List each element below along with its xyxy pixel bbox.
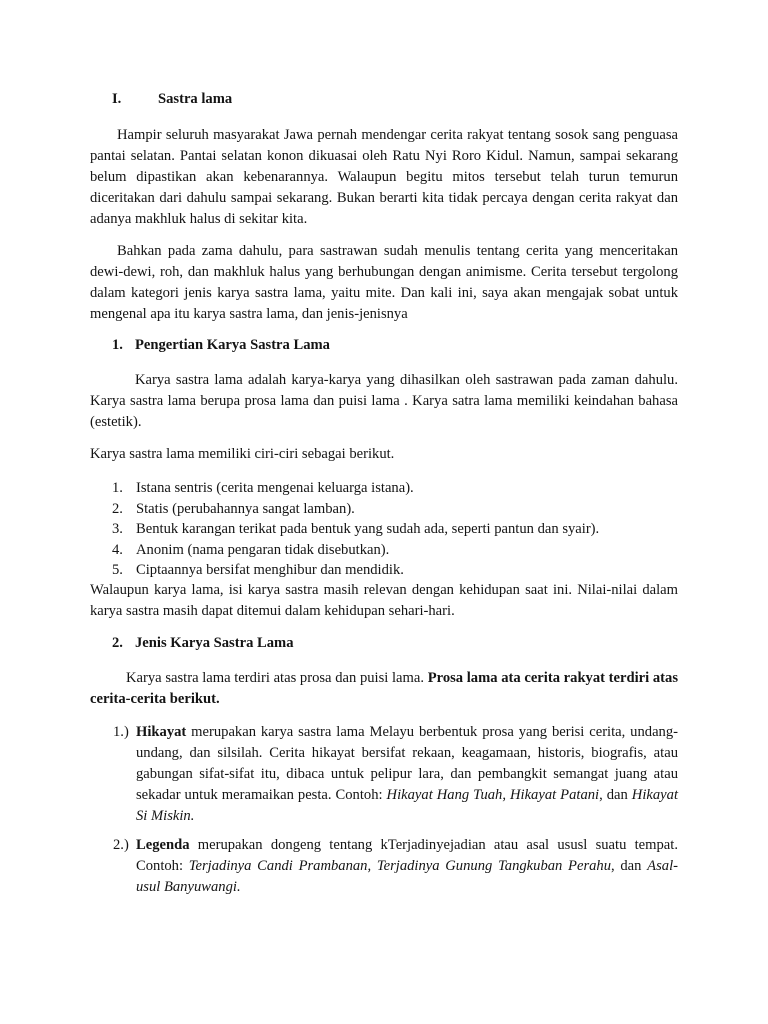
list-item: 4. Anonim (nama pengaran tidak disebutkan). bbox=[112, 541, 390, 558]
item-body: Legenda merupakan dongeng tentang kTerjadinyejadian atau asal ususl suatu tempat. Contoh: Terjadinya Candi Prambanan, Terjadinya Gunung Tangkuban Perahu, dan Asal-usul Banyuwangi. bbox=[136, 837, 678, 895]
characteristics-list bbox=[112, 478, 599, 581]
section-number: I. bbox=[112, 91, 122, 107]
type-item-legenda bbox=[113, 835, 678, 898]
intro-paragraph-2: Bahkan pada zama dahulu, para sastrawan sudah menulis tentang cerita yang menceritakan dewi-dewi, roh, dan makhluk halus yang berhubungan dengan animisme. Cerita tersebut tergolong dalam kategori jenis karya sastra lama, yaitu mite. Dan kali ini, saya akan mengajak sobat untuk mengenal apa itu karya sastra lama, dan jenis-jenisnya bbox=[90, 243, 678, 322]
list-item: 1. Istana sentris (cerita mengenai keluarga istana). bbox=[112, 480, 414, 496]
item-number: 2.) bbox=[113, 837, 129, 853]
subheading-2-title: Jenis Karya Sastra Lama bbox=[135, 635, 294, 651]
subheading-1 bbox=[112, 337, 330, 354]
subheading-2-number: 2. bbox=[112, 635, 123, 651]
relevance-paragraph: Walaupun karya lama, isi karya sastra masih relevan dengan kehidupan saat ini. Nilai-nilai dalam karya sastra masih dapat ditemui dalam kehidupan sehari-hari. bbox=[90, 582, 678, 619]
list-item: 5. Ciptaannya bersifat menghibur dan mendidik. bbox=[112, 562, 404, 579]
item-number: 1.) bbox=[113, 724, 129, 740]
intro-paragraph-1: Hampir seluruh masyarakat Jawa pernah mendengar cerita rakyat tentang sosok sang penguasa pantai selatan. Pantai selatan konon dikuasai oleh Ratu Nyi Roro Kidul. Namun, sampai sekarang belum dipastikan akan kebenarannya. Walaupun begitu mitos tersebut telah turun temurun diceritakan dari dahulu sampai sekarang. Bukan berarti kita tidak percaya dengan cerita rakyat dan adanya makhluk halus di sekitar kita. bbox=[90, 127, 678, 227]
characteristics-intro: Karya sastra lama memiliki ciri-ciri sebagai berikut. bbox=[90, 446, 395, 462]
list-item: 2. Statis (perubahannya sangat lamban). bbox=[112, 500, 355, 517]
subheading-1-title: Pengertian Karya Sastra Lama bbox=[135, 337, 330, 353]
section-title: Sastra lama bbox=[158, 91, 233, 107]
types-intro-paragraph: Karya sastra lama terdiri atas prosa dan puisi lama. Prosa lama ata cerita rakyat terdiri atas cerita-cerita berikut. bbox=[90, 670, 678, 707]
list-item: 3. Bentuk karangan terikat pada bentuk yang sudah ada, seperti pantun dan syair). bbox=[112, 521, 600, 538]
subheading-1-number: 1. bbox=[112, 337, 123, 353]
subheading-2 bbox=[112, 635, 294, 652]
item-body: Hikayat merupakan karya sastra lama Melayu berbentuk prosa yang berisi cerita, undang-undang, dan silsilah. Cerita hikayat bersifat rekaan, keagamaan, historis, biografis, atau gabungan sifat-sifat itu, dibaca untuk pelipur lara, dan pembangkit semangat juang atau sekadar untuk meramaikan pesta. Contoh: Hikayat Hang Tuah, Hikayat Patani, dan Hikayat Si Miskin. bbox=[136, 724, 678, 824]
section-heading bbox=[112, 91, 232, 108]
type-item-hikayat bbox=[113, 722, 678, 827]
definition-paragraph: Karya sastra lama adalah karya-karya yang dihasilkan oleh sastrawan pada zaman dahulu. Karya sastra lama berupa prosa lama dan puisi lama . Karya satra lama memiliki keindahan bahasa (estetik). bbox=[90, 372, 678, 430]
